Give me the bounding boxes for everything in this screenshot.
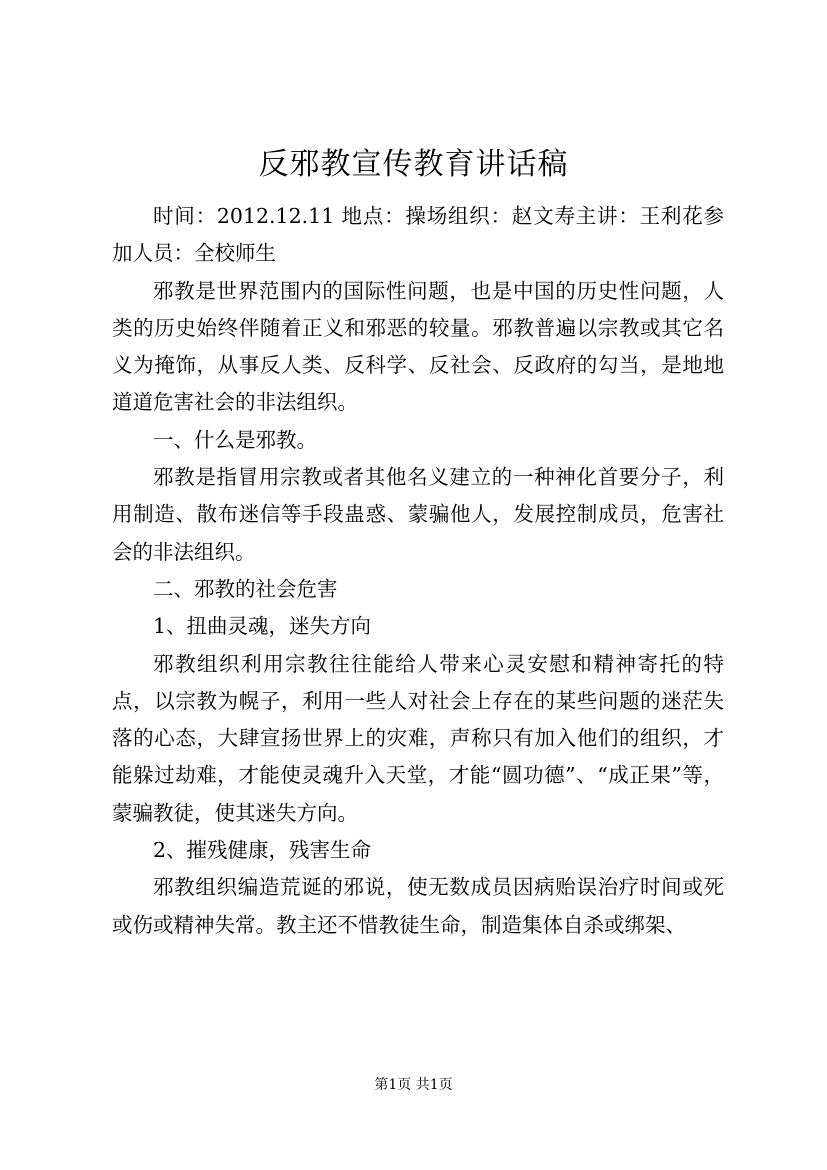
document-body: [112, 198, 724, 944]
subsection-1-paragraph: 邪教组织利用宗教往往能给人带来心灵安慰和精神寄托的特点，以宗教为幌子，利用一些人对社会上存在的某些问题的迷茫失落的心态，大肆宣扬世界上的灾难，声称只有加入他们的组织，才能躲过劫难，才能使灵魂升入天堂，才能“圆功德”、“成正果”等，蒙骗教徒，使其迷失方向。: [112, 651, 724, 825]
meta-paragraph: 时间：2012.12.11 地点：操场组织：赵文寿主讲：王利花参加人员：全校师生: [112, 204, 724, 266]
section-heading-1: 一、什么是邪教。: [153, 427, 317, 452]
page-footer: 第1页 共1页: [374, 1077, 453, 1093]
subsection-2-paragraph: 邪教组织编造荒诞的邪说，使无数成员因病贻误治疗时间或死或伤或精神失常。教主还不惜教徒生命，制造集体自杀或绑架、: [112, 875, 724, 937]
document-title: 反邪教宣传教育讲话稿: [258, 147, 569, 182]
definition-paragraph: 邪教是指冒用宗教或者其他名义建立的一种神化首要分子，利用制造、散布迷信等手段蛊惑、蒙骗他人，发展控制成员，危害社会的非法组织。: [112, 465, 724, 564]
section-heading-2: 二、邪教的社会危害: [153, 576, 338, 601]
intro-paragraph: 邪教是世界范围内的国际性问题，也是中国的历史性问题，人类的历史始终伴随着正义和邪恶的较量。邪教普遍以宗教或其它名义为掩饰，从事反人类、反科学、反社会、反政府的勾当，是地地道道危害社会的非法组织。: [112, 278, 724, 415]
subsection-heading-2: 2、摧残健康，残害生命: [153, 838, 372, 863]
subsection-heading-1: 1、扭曲灵魂，迷失方向: [153, 614, 372, 639]
